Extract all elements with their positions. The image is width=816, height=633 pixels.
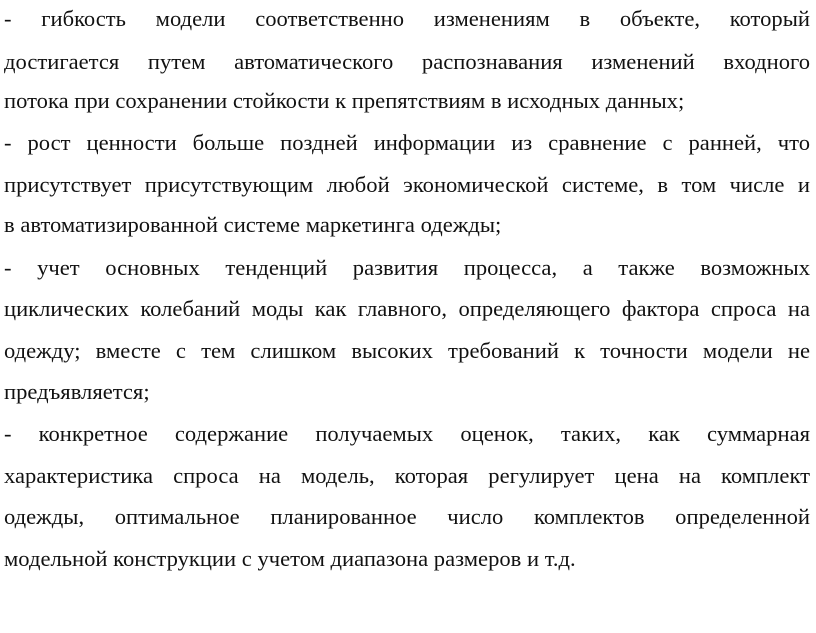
text-line: присутствует присутствующим любой экономической системе, в том числе и <box>4 172 810 197</box>
text-line: - гибкость модели соответственно изменениям в объекте, который <box>4 6 810 31</box>
text-line: циклических колебаний моды как главного, определяющего фактора спроса на <box>4 296 810 321</box>
text-line: - учет основных тенденций развития процесса, а также возможных <box>4 255 810 280</box>
text-line: одежду; вместе с тем слишком высоких требований к точности модели не <box>4 338 810 363</box>
text-line: характеристика спроса на модель, которая регулирует цена на комплект <box>4 463 810 488</box>
text-line: - рост ценности больше поздней информации из сравнение с ранней, что <box>4 130 810 155</box>
text-line: в автоматизированной системе маркетинга одежды; <box>4 212 502 237</box>
text-line: - конкретное содержание получаемых оценок, таких, как суммарная <box>4 421 810 446</box>
text-line: предъявляется; <box>4 379 150 404</box>
text-line: достигается путем автоматического распознавания изменений входного <box>4 49 810 74</box>
text-line: потока при сохранении стойкости к препятствиям в исходных данных; <box>4 88 685 113</box>
text-line: одежды, оптимальное планированное число комплектов определенной <box>4 504 810 529</box>
text-line: модельной конструкции с учетом диапазона размеров и т.д. <box>4 546 576 571</box>
